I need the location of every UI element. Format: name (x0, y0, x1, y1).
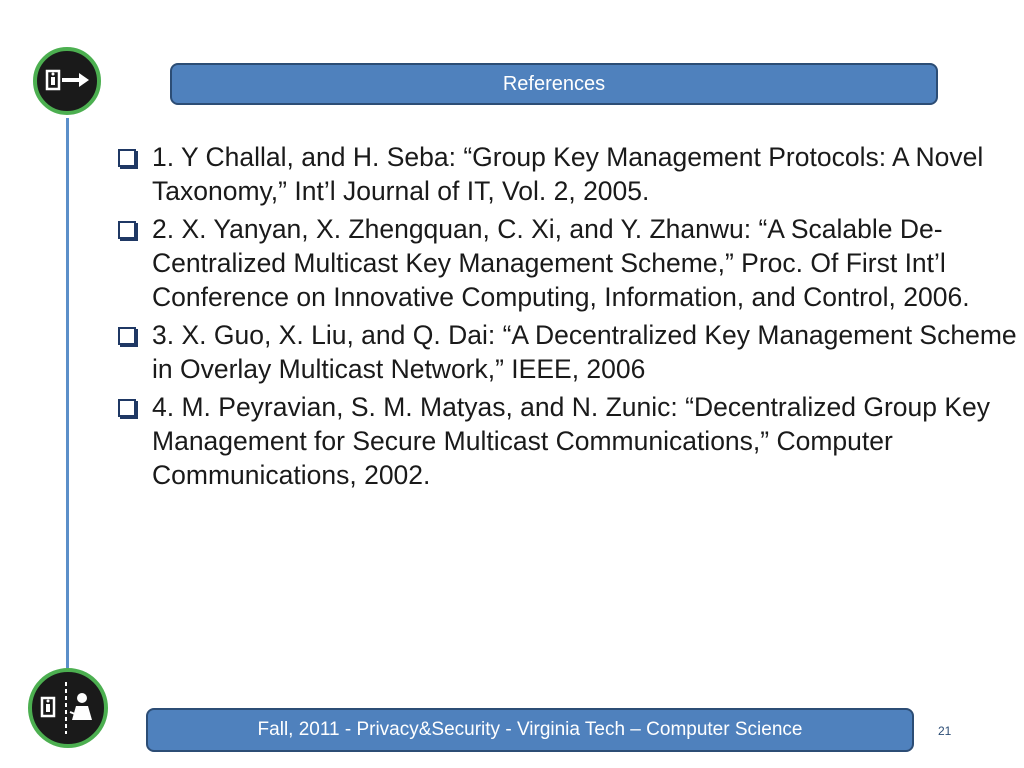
list-item (118, 390, 1018, 492)
list-item (118, 140, 1018, 208)
document-person-icon (28, 668, 108, 748)
slide-title: References (170, 63, 938, 105)
checkbox-bullet-icon (118, 399, 136, 417)
document-arrow-icon (33, 47, 101, 115)
reference-text: 3. X. Guo, X. Liu, and Q. Dai: “A Decentralized Key Management Scheme in Overlay Multicast Network,” IEEE, 2006 (152, 320, 1017, 384)
reference-list (118, 140, 1018, 496)
footer-bar: Fall, 2011 - Privacy&Security - Virginia Tech – Computer Science (146, 708, 914, 752)
checkbox-bullet-icon (118, 327, 136, 345)
reference-text: 4. M. Peyravian, S. M. Matyas, and N. Zunic: “Decentralized Group Key Management for Secure Multicast Communications,” Computer Communications, 2002. (152, 392, 991, 490)
checkbox-bullet-icon (118, 149, 136, 167)
reference-text: 1. Y Challal, and H. Seba: “Group Key Management Protocols: A Novel Taxonomy,” Int’l Journal of IT, Vol. 2, 2005. (152, 142, 984, 206)
list-item (118, 212, 1018, 314)
checkbox-bullet-icon (118, 221, 136, 239)
page-number: 21 (938, 724, 952, 738)
list-item (118, 318, 1018, 386)
vertical-rule (66, 118, 69, 674)
reference-text: 2. X. Yanyan, X. Zhengquan, C. Xi, and Y. Zhanwu: “A Scalable De-Centralized Multicast Key Management Scheme,” Proc. Of First Int’l Conference on Innovative Computing, Information, and Control, 2006. (152, 214, 970, 312)
